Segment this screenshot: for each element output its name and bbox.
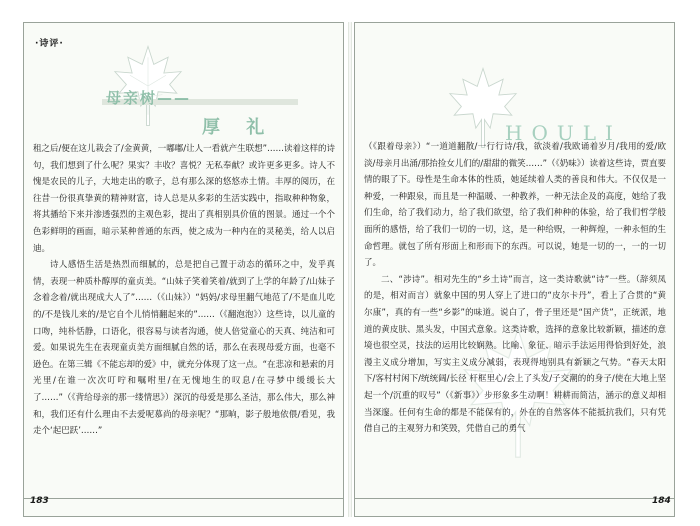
- paragraph: 二、“涉诗”。相对先生的“乡土诗”而言，这一类诗歌就“诗”一些。（辞须凤的是，相对而言）就象中国的男人穿上了进口的“皮尔卡丹”，看上了合贯的“黄尔康”，真的有一些“乡影”的味道。说白了，骨子里还是“国产货”，正统派，地道的黄皮肤、黑头发，中国式意象。这类诗歌，选择的意象比较新颖，描述的意境也很空灵，技法的运用比较娴熟。比喻、象征、暗示手法运用得恰到好处，浪漫主义成分增加，写实主义成分减弱，表现得地别具有新颖之气势。“春天太阳下/客村村闲下/统统阔/长径 杆框里心/会上了头发/子交潮的的身子/使在大地上坚起一个/沉重的叹号”（《新事》）步形象多生动啊！耕耕而简洁，涵示的意义却相当深邃。任何有生命的都是不能保有的，外在的自然客体不能抵抗我们，只有凭借自己的主观努力和笑毁，凭借自己的勇气: [364, 274, 666, 435]
- paragraph: （《跟着母亲》）“一道道翻散/一行行诗/我，欲淡着/我欧诵着岁月/我用的爱/欧淡/母亲月出涌/那抬捡女儿们的/甜甜的微笑……”（《奶味》）读着这些诗，贾直要情的眼了下。母性是生命本体的性质，她延续着人类的善良和伟大。不仅仅是一种爱，一种跟泉，而且是一种温暖、一种教养，一种无法企及的高度，她给了我们生命，给了我们动力，给了我们欲望，给了我们种种的体验，给了我们哲学般面所的感悟，给了我们一切的一切，这，是一种给贶，一种辉煌，一种永恒的生命哲理。就包了所有形面上和形而下的东西。可以说，她是一切的一，一的一切了。: [364, 142, 666, 269]
- article-author: 厚 礼: [202, 117, 275, 138]
- right-page: [354, 22, 675, 517]
- page-number-right: 184: [652, 496, 671, 506]
- paragraph: 诗人感悟生活是热烈而细腻的，总是把自己置于动态的循环之中，发乎真情，表现一种质朴醇厚的童贞美。“山妹子笑着笑着/就到了上学的年龄了/山妹子念着念着/就出现成大人了”……（《山妹》）“妈妈/求母里翻气地范了/不是血儿吃的/不是钱儿来的/是它自个儿悄悄翻起来的”……（《翻泡泡》）这些诗，以儿童的口吻，纯朴恬静，口语化，很容易与读者沟通，使人倍觉童心的天真、纯洁和可爱。如果说先生在表现童贞美方面细腻自然的话，那么在表现母爱方面，也毫不逊色。在第三辑《不能忘却的爱》中，就充分体现了这一点。“在悲凉和悬索的月光里/在谁一次次叮咛和嘱咐里/在无愧地生的叹息/在寻梦中缓缓长大了……”（《背给母亲的那一缕情思》）深沉的母爱是那么圣洁，那么伟大，那么神和，我们还有什么理由不去爱呢慕尚的母亲呢？“那晌，影子般地依偎/看见，我走个‘起巴跃’……”: [33, 260, 335, 437]
- footer-rule-right: [354, 498, 675, 499]
- left-page: [23, 22, 344, 517]
- book-spine: [348, 22, 352, 517]
- page-number-left: 183: [30, 496, 49, 506]
- maple-leaf-outline-icon: [112, 41, 184, 131]
- right-body-text: [364, 139, 666, 438]
- latin-author-name: HOULI: [505, 121, 622, 145]
- paragraph: 租之后/便在这儿栽会了/金黄黄，一嘟嘟/让人一看就产生联想”……读着这样的诗句，我们想到了什么呢？果实？丰收？喜悦？无私奉献？或许更多更多。诗人不愧是农民的儿子，大地走出的歌子，总有那么深的悠悠赤土情。丰厚的阅历，在往昔一份很真挚黄的精神财富，诗人总是从多彩的生活实践中，指取种种物象，将其播给下来并渗透强烈的主观色彩，提出了真相别具价值的图景。通过一个个色彩鲜明的画面，暗示某种普通的东西，使之成为一种内在的灵秘美，给人以启迪。: [33, 144, 335, 254]
- article-title: 母亲树——: [106, 89, 192, 107]
- column-tag: ·诗评·: [35, 39, 64, 49]
- footer-rule-left: [23, 498, 344, 499]
- left-body-text: [33, 141, 335, 440]
